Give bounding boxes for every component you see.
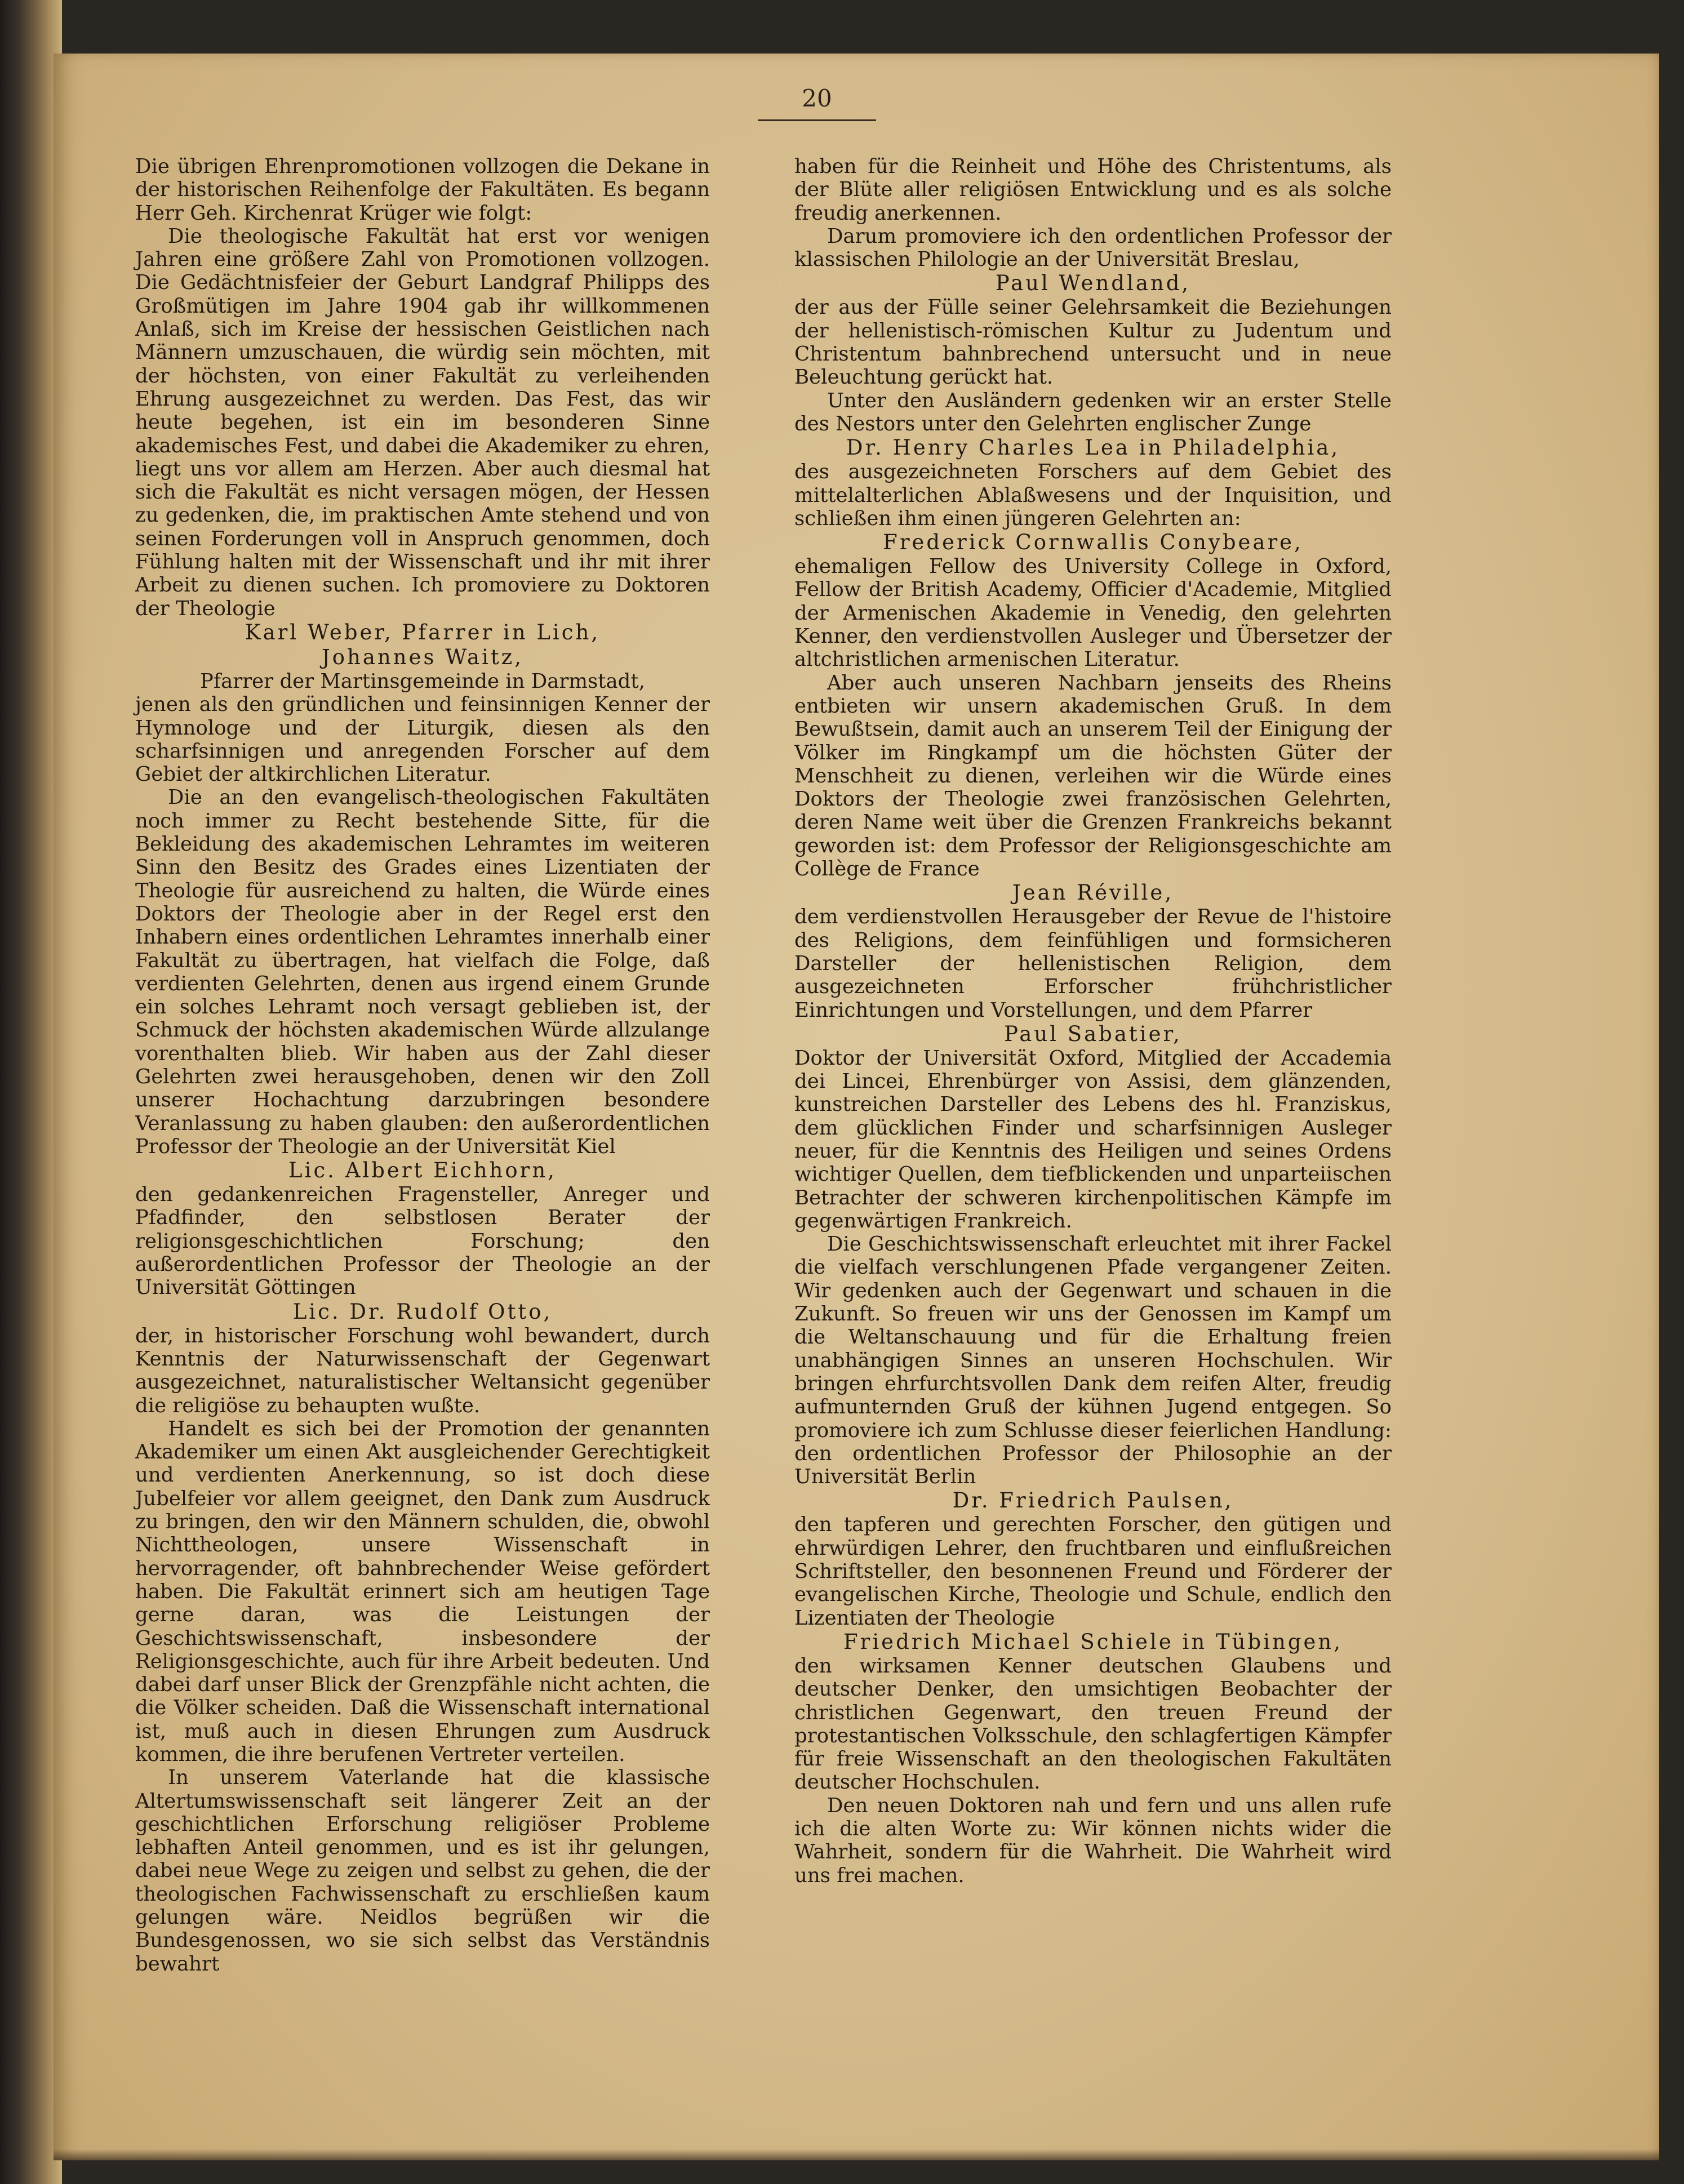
page-number-rule [758,119,876,121]
paragraph: Die an den evangelisch-theologischen Fakultäten noch immer zu Recht bestehende Sitte, für die Bekleidung des akademischen Lehramtes im weiteren Sinn den Besitz des Grades eines Lizentiaten der Theologie für ausreichend zu halten, die Würde eines Doktors der Theologie aber in der Regel erst den Inhabern eines ordentlichen Lehramtes innerhalb einer Fakultät zu übertragen, hat vielfach die Folge, daß verdienten Gelehrten, denen aus irgend einem Grunde ein solches Lehramt noch versagt geblieben ist, der Schmuck der höchsten akademischen Würde allzulange vorenthalten blieb. Wir haben aus der Zahl dieser Gelehrten zwei herausgehoben, denen wir den Zoll unserer Hochachtung darzubringen besondere Veranlassung zu haben glauben: den außerordentlichen Professor der Theologie an der Universität Kiel [135,786,710,1158]
paragraph: Pfarrer der Martinsgemeinde in Darmstadt, [200,669,645,693]
paragraph: der aus der Fülle seiner Gelehrsamkeit die Beziehungen der hellenistisch-römischen Kultur zu Judentum und Christentum bahnbrechend untersucht und in neue Beleuchtung gerückt hat. [794,296,1392,389]
honoree-name: Karl Weber, Pfarrer in Lich, [245,620,601,644]
paragraph: Doktor der Universität Oxford, Mitglied der Accademia dei Lincei, Ehrenbürger von Assisi, dem glänzenden, kunstreichen Darsteller des Lebens des hl. Franziskus, dem glücklichen Finder und scharfsinnigen Ausleger neuer, für die Kenntnis des Heiligen und seines Ordens wichtiger Quellen, dem tiefblickenden und unparteiischen Betrachter der schweren kirchenpolitischen Kämpfe im gegenwärtigen Frankreich. [794,1046,1392,1233]
left-column [135,155,710,2003]
paragraph: haben für die Reinheit und Höhe des Christentums, als der Blüte aller religiösen Entwicklung und es als solche freudig anerkennen. [794,155,1392,225]
paragraph: jenen als den gründlichen und feinsinnigen Kenner der Hymnologe und der Liturgik, diesen als den scharfsinnigen und anregenden Forscher auf dem Gebiet der altkirchlichen Literatur. [135,693,710,786]
paragraph: Die Geschichtswissenschaft erleuchtet mit ihrer Fackel die vielfach verschlungenen Pfade vergangener Zeiten. Wir gedenken auch der Gegenwart und schauen in die Zukunft. So freuen wir uns der Genossen im Kampf um die Weltanschauung und für die Erhaltung freien unabhängigen Sinnes an unseren Hochschulen. Wir bringen ehrfurchtsvollen Dank dem reifen Alter, freudig aufmunternden Gruß der kühnen Jugend entgegen. So promoviere ich zum Schlusse dieser feierlichen Handlung: den ordentlichen Professor der Philosophie an der Universität Berlin [794,1233,1392,1489]
page-number: 20 [802,84,832,112]
paragraph: Die theologische Fakultät hat erst vor wenigen Jahren eine größere Zahl von Promotionen vollzogen. Die Gedächtnisfeier der Geburt Landgraf Philipps des Großmütigen im Jahre 1904 gab ihr willkommenen Anlaß, sich im Kreise der hessischen Geistlichen nach Männern umzuschauen, die würdig sein möchten, mit der höchsten, von einer Fakultät zu verleihenden Ehrung ausgezeichnet zu werden. Das Fest, das wir heute begehen, ist ein im besonderen Sinne akademisches Fest, und dabei die Akademiker zu ehren, liegt uns vor allem am Herzen. Aber auch diesmal hat sich die Fakultät es nicht versagen mögen, der Hessen zu gedenken, die, im praktischen Amte stehend und von seinen Forderungen voll in Anspruch genommen, doch Fühlung halten mit der Wissenschaft und ihr mit ihrer Arbeit zu dienen suchen. Ich promoviere zu Doktoren der Theologie [135,224,710,620]
honoree-name: Frederick Cornwallis Conybeare, [883,530,1303,555]
honoree-name: Lic. Albert Eichhorn, [288,1158,557,1183]
book-spine-edge [0,0,62,2184]
paragraph: Aber auch unseren Nachbarn jenseits des Rheins entbieten wir unsern akademischen Gruß. In dem Bewußtsein, damit auch an unserem Teil der Einigung der Völker im Ringkampf um die höchsten Güter der Menschheit zu dienen, verleihen wir die Würde eines Doktors der Theologie zwei französischen Gelehrten, deren Name weit über die Grenzen Frankreichs bekannt geworden ist: dem Professor der Religionsgeschichte am Collège de France [794,671,1392,881]
honoree-name: Dr. Henry Charles Lea in Philadelphia, [846,435,1340,460]
paragraph: Unter den Ausländern gedenken wir an erster Stelle des Nestors unter den Gelehrten englischer Zunge [794,389,1392,435]
paragraph: den gedankenreichen Fragensteller, Anreger und Pfadfinder, den selbstlosen Berater der religionsgeschichtlichen Forschung; den außerordentlichen Professor der Theologie an der Universität Göttingen [135,1183,710,1300]
paragraph: ehemaligen Fellow des University College in Oxford, Fellow der British Academy, Officier d'Academie, Mitglied der Armenischen Akademie in Venedig, den gelehrten Kenner, den verdienstvollen Ausleger und Übersetzer der altchristlichen armenischen Literatur. [794,555,1392,671]
honoree-name: Paul Sabatier, [1004,1021,1182,1046]
paragraph: den tapferen und gerechten Forscher, den gütigen und ehrwürdigen Lehrer, den fruchtbaren und einflußreichen Schriftsteller, den besonnenen Freund und Förderer der evangelischen Kirche, Theologie und Schule, endlich den Lizentiaten der Theologie [794,1513,1392,1630]
paragraph: den wirksamen Kenner deutschen Glaubens und deutscher Denker, den umsichtigen Beobachter der christlichen Gegenwart, den treuen Freund der protestantischen Volksschule, den schlagfertigen Kämpfer für freie Wissenschaft an den theologischen Fakultäten deutscher Hochschulen. [794,1654,1392,1794]
page-bottom-shadow [54,2149,1659,2160]
paragraph: In unserem Vaterlande hat die klassische Altertumswissenschaft seit längerer Zeit an der geschichtlichen Erforschung religiöser Probleme lebhaften Anteil genommen, und es ist ihr gelungen, dabei neue Wege zu zeigen und selbst zu gehen, die der theologischen Fachwissenschaft zu erschließen kaum gelungen wäre. Neidlos begrüßen wir die Bundesgenossen, wo sie sich selbst das Verständnis bewahrt [135,1766,710,1976]
paragraph: Den neuen Doktoren nah und fern und uns allen rufe ich die alten Worte zu: Wir können nichts wider die Wahrheit, sondern für die Wahrheit. Die Wahrheit wird uns frei machen. [794,1794,1392,1887]
honoree-name: Lic. Dr. Rudolf Otto, [292,1299,553,1324]
honoree-name: Johannes Waitz, [321,644,524,669]
paragraph: der, in historischer Forschung wohl bewandert, durch Kenntnis der Naturwissenschaft der Gegenwart ausgezeichnet, naturalistischer Weltansicht gegenüber die religiöse zu behaupten wußte. [135,1324,710,1417]
honoree-name: Paul Wendland, [995,271,1191,296]
paragraph: dem verdienstvollen Herausgeber der Revue de l'histoire des Religions, dem feinfühligen und formsicheren Darsteller der hellenistischen Religion, dem ausgezeichneten Erforscher frühchristlicher Einrichtungen und Vorstellungen, und dem Pfarrer [794,905,1392,1022]
honoree-name: Dr. Friedrich Paulsen, [952,1488,1234,1513]
paragraph: des ausgezeichneten Forschers auf dem Gebiet des mittelalterlichen Ablaßwesens und der Inquisition, und schließen ihm einen jüngeren Gelehrten an: [794,460,1392,530]
right-column [794,155,1392,2003]
paragraph: Handelt es sich bei der Promotion der genannten Akademiker um einen Akt ausgleichender Gerechtigkeit und verdienten Anerkennung, so ist doch diese Jubelfeier vor allem geeignet, den Dank zum Ausdruck zu bringen, den wir den Männern schulden, die, obwohl Nichttheologen, unsere Wissenschaft in hervorragender, oft bahnbrechender Weise gefördert haben. Die Fakultät erinnert sich am heutigen Tage gerne daran, was die Leistungen der Geschichtswissenschaft, insbesondere der Religionsgeschichte, auch für ihre Arbeit bedeuten. Und dabei darf unser Blick der Grenzpfähle nicht achten, die die Völker scheiden. Daß die Wissenschaft international ist, muß auch in diesen Ehrungen zum Ausdruck kommen, die ihre berufenen Vertreter verteilen. [135,1417,710,1766]
paragraph: Die übrigen Ehrenpromotionen vollzogen die Dekane in der historischen Reihenfolge der Fakultäten. Es begann Herr Geh. Kirchenrat Krüger wie folgt: [135,155,710,225]
honoree-name: Friedrich Michael Schiele in Tübingen, [843,1629,1343,1654]
paragraph: Darum promoviere ich den ordentlichen Professor der klassischen Philologie an der Universität Breslau, [794,224,1392,272]
honoree-name: Jean Réville, [1012,880,1174,905]
